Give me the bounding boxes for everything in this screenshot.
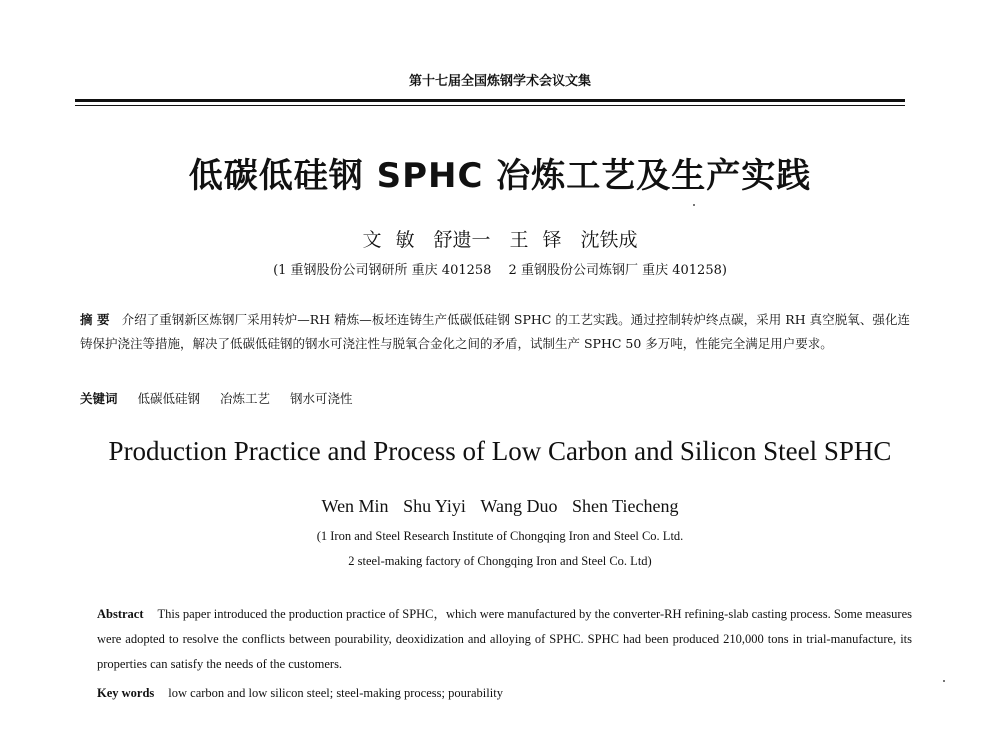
author-en: Wang Duo — [480, 496, 558, 516]
paper-title-en: Production Practice and Process of Low Carbon and Silicon Steel SPHC — [108, 436, 892, 466]
abstract-en-text: This paper introduced the production practice of SPHC，which were manufactured by the converter-RH refining-slab casting process. Some measures were adopted to resolve the conflicts between pourability, deoxidization and alloying of SPHC. SPHC had been produced 210,000 tons in trial-manufacture, its properties can satisfy the needs of the customers. — [97, 607, 912, 671]
scan-speck — [693, 204, 695, 206]
keywords-cn — [80, 389, 910, 409]
abstract-cn — [80, 308, 910, 355]
author-en: Wen Min — [321, 496, 389, 516]
abstract-en-label: Abstract — [97, 607, 144, 621]
affiliation-en-line1: (1 Iron and Steel Research Institute of Chongqing Iron and Steel Co. Ltd. — [316, 529, 684, 543]
keywords-cn-label: 关键词 — [80, 391, 118, 406]
keywords-en-text: low carbon and low silicon steel; steel-making process; pourability — [168, 686, 503, 700]
paper-title-cn: 低碳低硅钢 SPHC 冶炼工艺及生产实践 — [188, 156, 812, 196]
author-en: Shen Tiecheng — [571, 496, 679, 516]
keyword-cn-item: 钢水可浇性 — [289, 391, 353, 406]
affiliation-en-line2: 2 steel-making factory of Chongqing Iron and Steel Co. Ltd) — [348, 554, 652, 568]
affiliation-en — [0, 524, 1000, 574]
proceedings-header: 第十七届全国炼钢学术会议文集 — [408, 74, 591, 89]
abstract-cn-label: 摘 要 — [80, 312, 110, 327]
abstract-cn-text: 介绍了重钢新区炼钢厂采用转炉—RH 精炼—板坯连铸生产低碳低硅钢 SPHC 的工艺实践。通过控制转炉终点碳，采用 RH 真空脱氧、强化连铸保护浇注等措施，解决了低碳低硅钢的钢水可浇注性与脱氧合金化之间的矛盾，试制生产 SPHC 50 多万吨，性能完全满足用户要求。 — [80, 312, 911, 351]
keyword-cn-item: 冶炼工艺 — [219, 391, 270, 406]
header-rule-thick — [75, 99, 905, 102]
abstract-en — [97, 602, 912, 677]
keyword-cn-item: 低碳低硅钢 — [137, 391, 200, 406]
authors-cn: 文 敏 舒遗一 王 铎 沈铁成 — [362, 229, 638, 251]
affiliation-cn: (1 重钢股份公司钢研所 重庆 401258 2 重钢股份公司炼钢厂 重庆 401258) — [273, 263, 727, 278]
header-rule-thin — [75, 105, 905, 106]
keywords-en — [97, 683, 912, 703]
author-en: Shu Yiyi — [403, 496, 466, 516]
keywords-en-label: Key words — [97, 686, 155, 700]
authors-en — [0, 496, 1000, 517]
scan-speck — [943, 680, 945, 682]
